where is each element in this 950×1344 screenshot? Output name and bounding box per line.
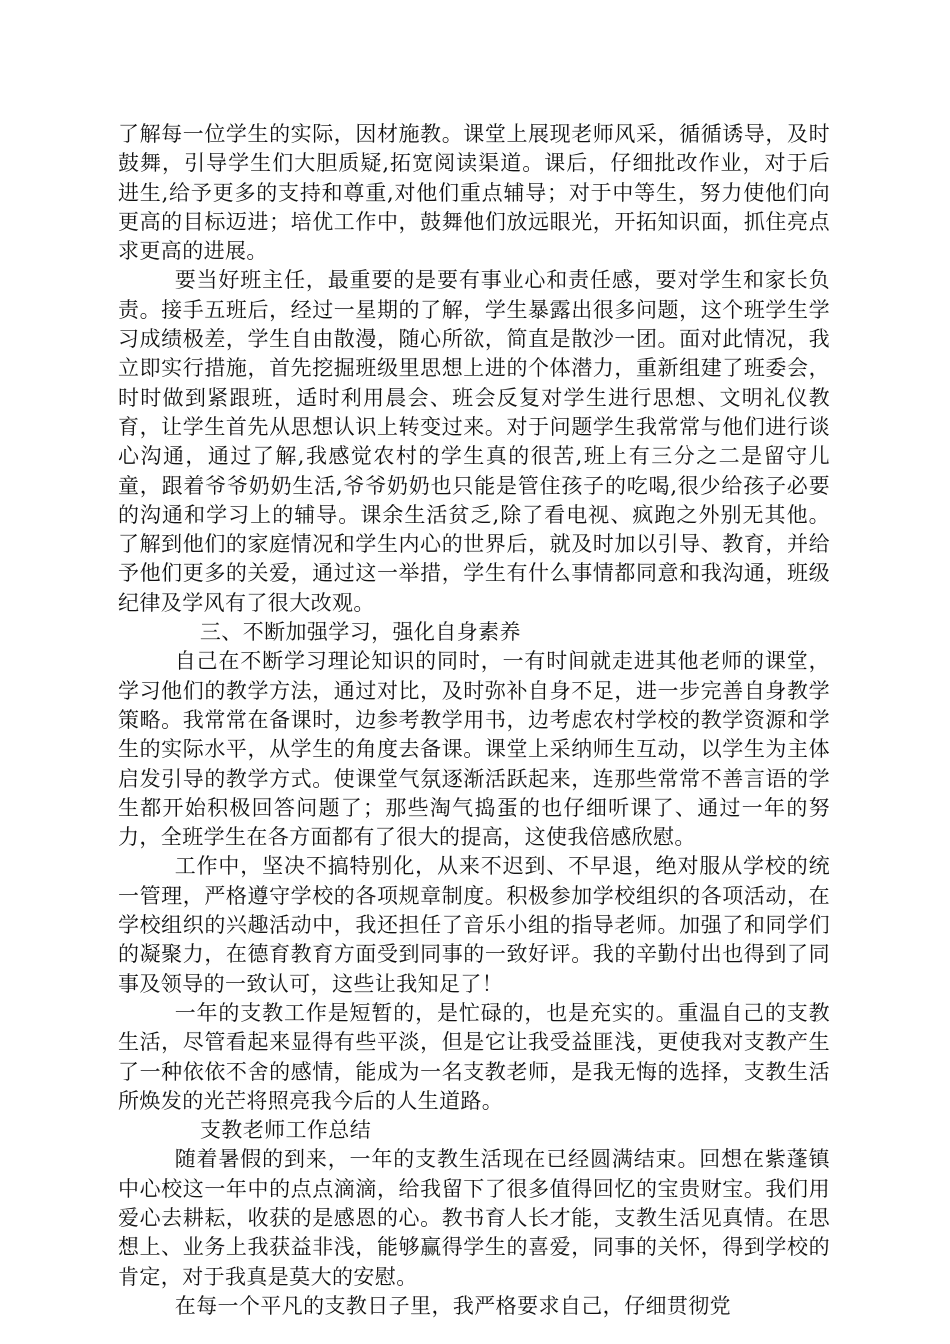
- paragraph-teaching-continuation: 了解每一位学生的实际，因材施教。课堂上展现老师风采，循循诱导，及时鼓舞，引导学生们大胆质疑,拓宽阅读渠道。课后，仔细批改作业，对于后进生,给予更多的支持和尊重,对他们重点辅导；对于中等生，努力使他们向更高的目标迈进；培优工作中，鼓舞他们放远眼光，开拓知识面，抓住亮点求更高的进展。: [118, 122, 830, 264]
- paragraph-self-study: 自己在不断学习理论知识的同时，一有时间就走进其他老师的课堂，学习他们的教学方法，通过对比，及时弥补自身不足，进一步完善自身教学策略。我常常在备课时，边参考教学用书，边考虑农村学校的教学资源和学生的实际水平，从学生的角度去备课。课堂上采纳师生互动，以学生为主体启发引导的教学方式。使课堂气氛逐渐活跃起来，连那些常常不善言语的学生都开始积极回答问题了；那些淘气捣蛋的也仔细听课了、通过一年的努力，全班学生在各方面都有了很大的提高，这使我倍感欣慰。: [118, 649, 830, 850]
- section-heading-summary-title: 支教老师工作总结: [199, 1118, 372, 1143]
- paragraph-reflection: 一年的支教工作是短暂的，是忙碌的，也是充实的。重温自己的支教生活，尽管看起来显得有些平淡，但是它让我受益匪浅，更使我对支教产生了一种依依不舍的感情，能成为一名支教老师，是我无悔的选择，支教生活所焕发的光芒将照亮我今后的人生道路。: [118, 1000, 830, 1113]
- paragraph-daily-work: 在每一个平凡的支教日子里，我严格要求自己，仔细贯彻党: [174, 1293, 732, 1318]
- paragraph-head-teacher: 要当好班主任，最重要的是要有事业心和责任感，要对学生和家长负责。接手五班后，经过一星期的了解，学生暴露出很多问题，这个班学生学习成绩极差，学生自由散漫，随心所欲，简直是散沙一团。面对此情况，我立即实行措施，首先挖掘班级里思想上进的个体潜力，重新组建了班委会，时时做到紧跟班，适时利用晨会、班会反复对学生进行思想、文明礼仪教育，让学生首先从思想认识上转变过来。对于问题学生我常常与他们进行谈心沟通，通过了解,我感觉农村的学生真的很苦,班上有三分之二是留守儿童，跟着爷爷奶奶生活,爷爷奶奶也只能是管住孩子的吃喝,很少给孩子必要的沟通和学习上的辅导。课余生活贫乏,除了看电视、疯跑之外别无其他。了解到他们的家庭情况和学生内心的世界后，就及时加以引导、教育，并给予他们更多的关爱，通过这一举措，学生有什么事情都同意和我沟通，班级纪律及学风有了很大改观。: [118, 268, 830, 615]
- paragraph-summer-end: 随着暑假的到来，一年的支教生活现在已经圆满结束。回想在紫蓬镇中心校这一年中的点点滴滴，给我留下了很多值得回忆的宝贵财宝。我们用爱心去耕耘，收获的是感恩的心。教书育人长才能，支教生活见真情。在思想上、业务上我获益非浅，能够赢得学生的喜爱，同事的关怀，得到学校的肯定，对于我真是莫大的安慰。: [118, 1147, 830, 1289]
- section-heading-learning: 三、不断加强学习，强化自身素养: [199, 620, 521, 645]
- paragraph-work-discipline: 工作中，坚决不搞特别化，从来不迟到、不早退，绝对服从学校的统一管理，严格遵守学校的各项规章制度。积极参加学校组织的各项活动，在学校组织的兴趣活动中，我还担任了音乐小组的指导老师。加强了和同学们的凝聚力，在德育教育方面受到同事的一致好评。我的辛勤付出也得到了同事及领导的一致认可，这些让我知足了！: [118, 854, 830, 996]
- document-body: [118, 120, 830, 1321]
